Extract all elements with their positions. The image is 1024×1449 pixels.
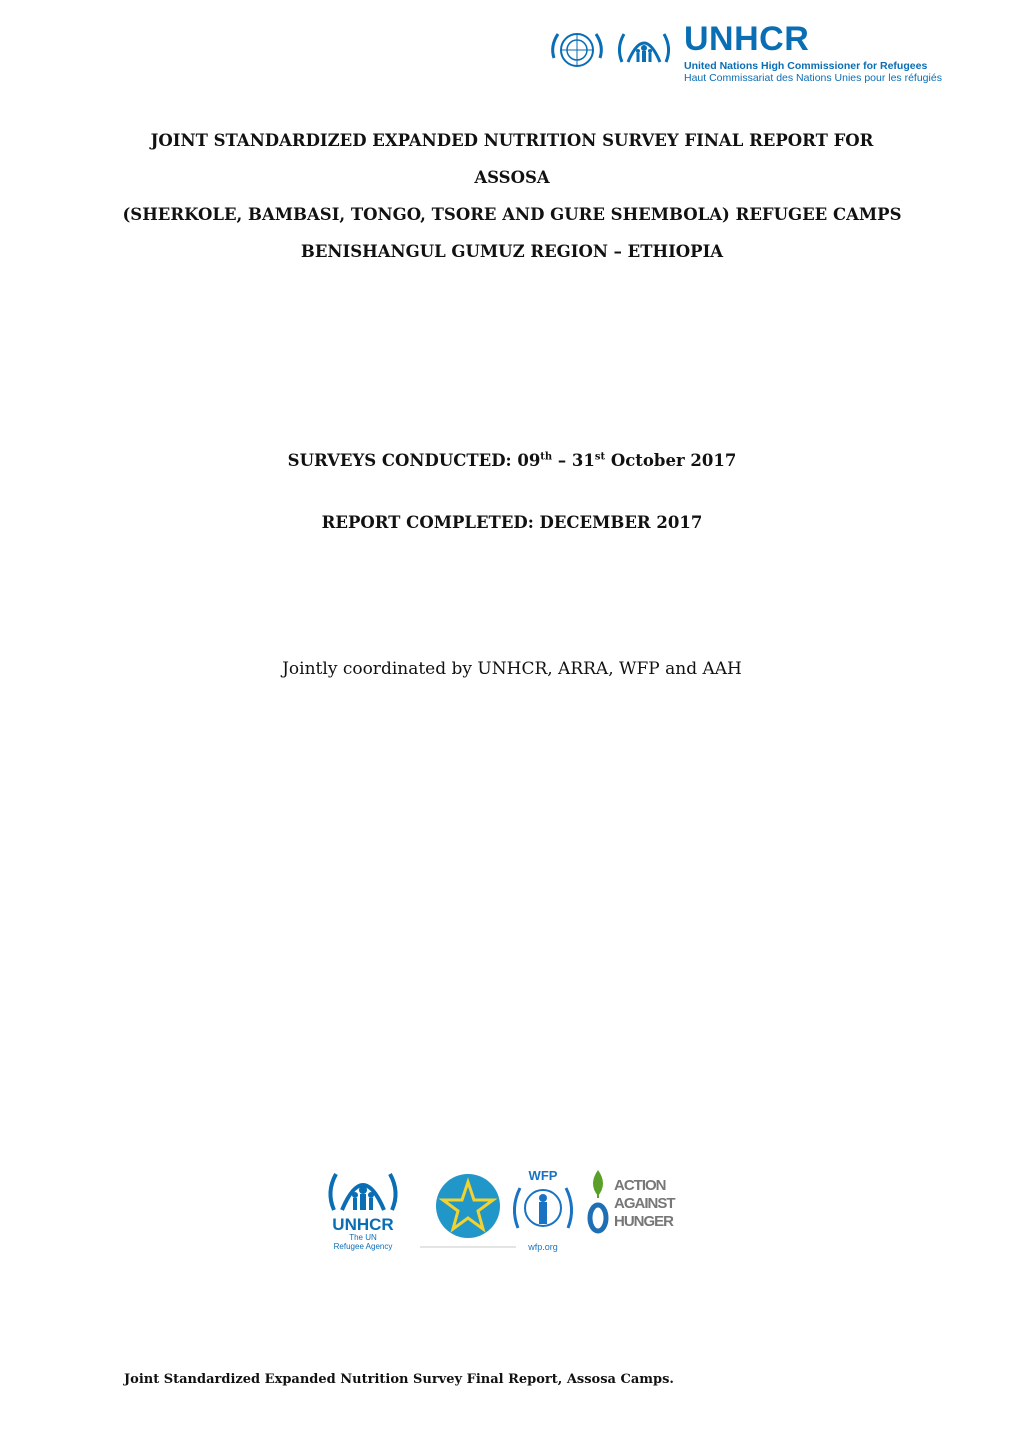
- aah-line-1: ACTION: [614, 1177, 666, 1194]
- unhcr-wordmark: UNHCR: [684, 20, 810, 58]
- aah-line-3: HUNGER: [614, 1213, 674, 1230]
- coordinated-by: Jointly coordinated by UNHCR, ARRA, WFP and AAH: [282, 659, 742, 679]
- aah-line-2: AGAINST: [614, 1195, 675, 1212]
- surveys-sup-st: st: [594, 451, 606, 463]
- wfp-url: wfp.org: [528, 1242, 558, 1252]
- unhcr-partner-tagline-1: The UN: [349, 1233, 377, 1242]
- action-against-hunger-logo: [584, 1166, 676, 1246]
- page-footer: Joint Standardized Expanded Nutrition Survey Final Report, Assosa Camps.: [124, 1372, 674, 1387]
- title-line-1: JOINT STANDARDIZED EXPANDED NUTRITION SURVEY FINAL REPORT FOR: [150, 131, 874, 150]
- unhcr-subtitle-fr: Haut Commissariat des Nations Unies pour les réfugiés: [684, 72, 942, 84]
- report-completed: REPORT COMPLETED: DECEMBER 2017: [321, 513, 703, 532]
- surveys-label: SURVEYS CONDUCTED: 09: [287, 451, 541, 470]
- unhcr-subtitle-en: United Nations High Commissioner for Refugees: [684, 60, 928, 72]
- un-emblem-icon: [546, 28, 608, 72]
- unhcr-header-logo: [546, 20, 996, 86]
- unhcr-partner-logo: [316, 1166, 412, 1252]
- surveys-sup-th: th: [540, 451, 553, 463]
- unhcr-partner-name: UNHCR: [332, 1215, 394, 1234]
- unhcr-partner-tagline-2: Refugee Agency: [333, 1242, 393, 1251]
- ethiopia-government-emblem: [420, 1162, 516, 1252]
- surveys-mid: – 31: [552, 451, 595, 470]
- unhcr-emblem-icon: [614, 28, 674, 72]
- wfp-logo: [506, 1166, 580, 1254]
- surveys-end: October 2017: [605, 451, 737, 470]
- title-line-3: (SHERKOLE, BAMBASI, TONGO, TSORE AND GURE SHEMBOLA) REFUGEE CAMPS: [122, 205, 902, 224]
- report-title: [0, 122, 1024, 270]
- title-line-2: ASSOSA: [474, 168, 550, 187]
- wfp-name: WFP: [528, 1168, 558, 1183]
- partner-logos: [312, 1162, 682, 1257]
- surveys-conducted: [0, 451, 1024, 470]
- title-line-4: BENISHANGUL GUMUZ REGION – ETHIOPIA: [300, 242, 724, 261]
